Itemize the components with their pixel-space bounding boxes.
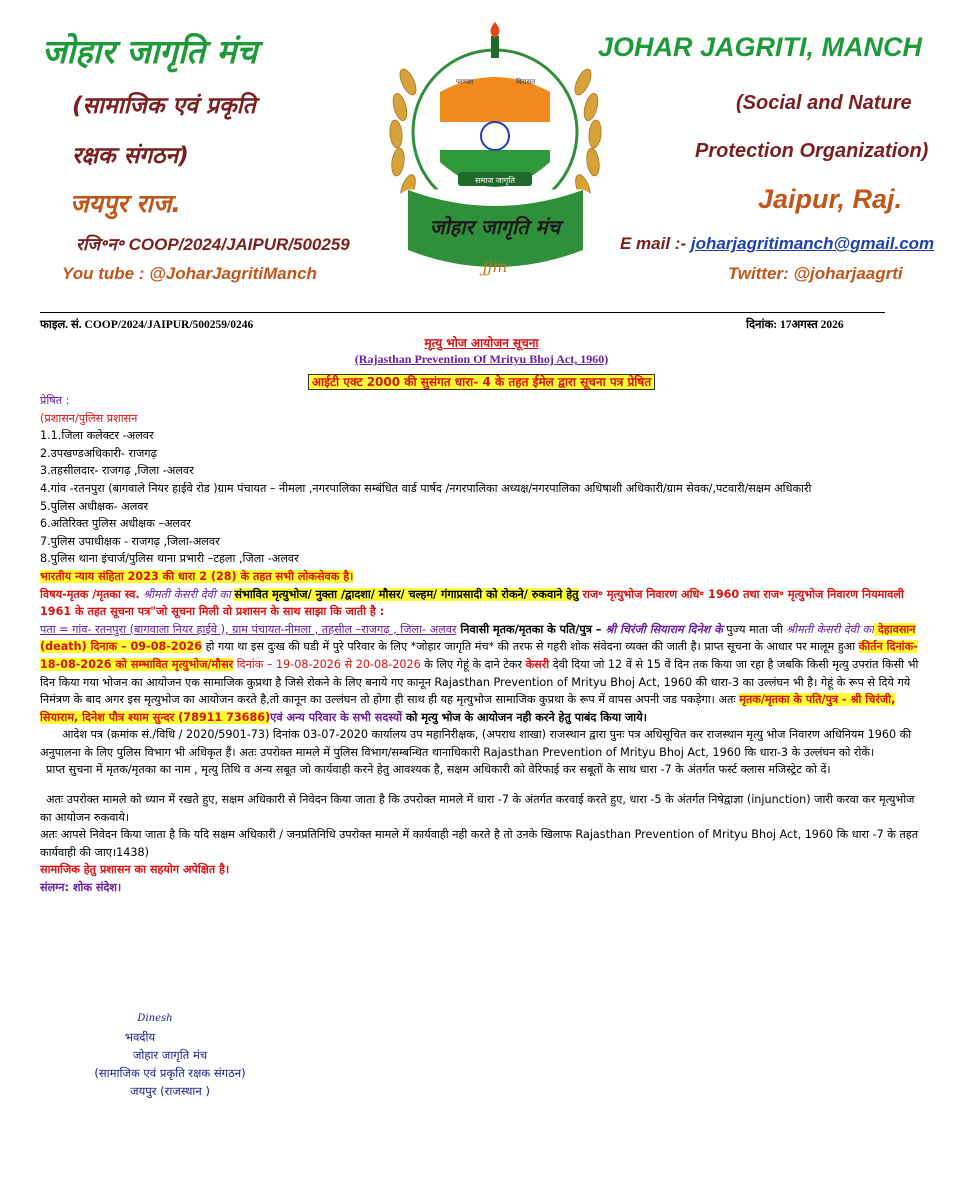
- logo-top-right-text: विरासत: [516, 78, 536, 86]
- org-title-hindi: जोहार जागृति मंच: [42, 32, 258, 71]
- letter-date: दिनांक: 17अगस्त 2026: [746, 319, 844, 331]
- recipient-item: 1.1.जिला कलेक्टर -अलवर: [40, 429, 154, 443]
- header-rule: [40, 312, 885, 313]
- subject-deceased: श्रीमती केसरी देवी का: [139, 587, 235, 601]
- signature-block: [60, 1010, 280, 1100]
- address-deceased: श्रीमती केसरी देवी का: [786, 622, 874, 636]
- youtube-handle[interactable]: You tube : @JoharJagritiManch: [62, 264, 317, 283]
- subject-label: विषय-मृतक /मृतका स्व.: [40, 587, 140, 601]
- signature-org-sub: (सामाजिक एवं प्रकृति रक्षक संगठन): [94, 1066, 246, 1080]
- address-sons: श्री चिरंजी सियाराम दिनेश के: [605, 622, 723, 636]
- twitter-handle[interactable]: Twitter: @joharjaagrti: [728, 264, 903, 283]
- logo-top-left-text: परम्परा: [456, 78, 474, 86]
- email-link[interactable]: joharjagritimanch@gmail.com: [690, 234, 935, 253]
- signature-scribble: Dinesh: [137, 1013, 173, 1024]
- subject-paragraph: [40, 586, 925, 621]
- death-date: देहावसान (death) दिनाक – 09-08-2026: [40, 622, 916, 654]
- org-subtitle-english-2: Protection Organization): [695, 140, 929, 162]
- law-text: देवी दिया जो 12 वें से 15 वें दिन तक किया जा रहा है जबकि किसी मृत्यु उपरांत किसी भी दिन किया गया भोजन का आयोजन एक सामाजिक कुप्रथा है जिसे रोकने के लिए बनाये गए कानून Rajasthan Prevention of Mrityu Bhoj Act, 1960 की धारा-3 का उल्लंघन भी है। गेहूं के रूप से दिये गये निमंत्रण के बाद अगर इस मृत्युभोज का आयोजन करते है,तो कानून का उल्लंघन तो होगा ही साथ ही यह मृत्युभोज सामाजिक कुप्रथा के रूप में वापस अपनी जड पकड़ेगा। अतः: [40, 657, 919, 707]
- recipient-item: 3.तहसीलदार- राजगढ़ ,जिला -अलवर: [40, 464, 194, 478]
- org-city-english: Jaipur, Raj.: [758, 184, 903, 214]
- signature-org: जोहार जागृति मंच: [132, 1048, 208, 1062]
- subject-text: संभावित मृत्युभोज/ नुक्ता /द्वादशा/ मौसर/ चल्हम/ गंगाप्रसादी को रोकने/ रुकवाने हेतु: [234, 587, 579, 601]
- attachment-line: संलग्न: शोक संदेश।: [40, 881, 122, 895]
- it-act-line: आईटी एक्ट 2000 की सुसंगत धारा- 4 के तहत ईमेल द्वारा सूचना पत्र प्रेषित: [308, 374, 655, 390]
- order-paragraph: आदेश पत्र (क्रमांक सं./विधि / 2020/5901-73) दिनांक 03-07-2020 कार्यालय उप महानिरीक्षक, (अपराध शाखा) राजस्थान द्वारा पुनः पत्र अधिसूचित कर राजस्थान मृत्यु भोज निवारण अधिनियम 1960 की अनुपालना के लिए पुलिस विभाग भी अधिकृत हैं। अतः उपरोक्त मामले में पुलिस विभाग/सम्बन्धित थानाधिकारी Rajasthan Prevention of Mrityu Bhoj Act, 1960 कि धारा-3 के उल्लंघन को रोकें।: [40, 728, 912, 759]
- registration-number: रजि॰न॰ COOP/2024/JAIPUR/500259: [76, 235, 350, 254]
- file-number: फाइल. सं. COOP/2024/JAIPUR/500259/0246: [40, 319, 254, 331]
- it-act-line-wrap: [0, 371, 963, 390]
- logo-ribbon-text: जोहार जागृति मंच: [429, 215, 561, 239]
- org-subtitle-hindi-1: (सामाजिक एवं प्रकृति: [72, 93, 256, 119]
- invite-text: के लिए गेहूं के दाने टेकर: [420, 657, 526, 671]
- org-subtitle-hindi-2: रक्षक संगठन): [72, 143, 189, 169]
- address-mother: पुज्य माता जी: [722, 622, 787, 636]
- org-subtitle-english-1: (Social and Nature: [736, 92, 912, 114]
- recipients-group: (प्रशासन/पुलिस प्रशासन: [40, 411, 138, 425]
- email-label: E mail :-: [620, 234, 691, 253]
- address-resident: निवासी मृतक/मृतका के पति/पुत्र –: [456, 622, 606, 636]
- email-line: [620, 234, 934, 254]
- signature-city: जयपुर (राजस्थान ): [130, 1084, 210, 1098]
- subject-act: राज॰ मृत्युभोज निवारण अधि॰ 1960 तथा राज॰ मृत्युभोज निवारण नियमावली 1961 के तहत सूचना पत्र"जो सूचना मिली वो प्रशासन के साथ साझा कि जाती है :: [40, 587, 904, 619]
- request-paragraph: अतः उपरोक्त मामले को ध्यान में रखते हुए, सक्षम अधिकारी से निवेदन किया जाता है कि उपरोक्त मामले में धारा -7 के अंतर्गत करवाई करते हुए, धारा -5 के अंतर्गत निषेद्वाज्ञा (injunction) जारी करवा कर मृत्युभोज का आयोजन रुकवाये।: [40, 793, 915, 824]
- recipient-item: 2.उपखण्डअधिकारी- राजगढ़: [40, 446, 157, 460]
- family-names: मृतक/मृतका के पति/पुत्र - श्री चिरंजी, सियाराम, दिनेश पौत्र श्याम सुन्दर (78911 73686): [40, 693, 896, 724]
- bhoj-dates: दिनांक – 19-08-2026 से 20-08-2026: [233, 657, 421, 671]
- recipient-item: 6.अतिरिक्त पुलिस अधीक्षक –अलवर: [40, 517, 191, 531]
- letter-body: [40, 392, 925, 897]
- logo-jjm-text: jjm: [482, 257, 508, 276]
- address-paragraph: [40, 621, 925, 727]
- recipient-item: 7.पुलिस उपाधीक्षक - राजगढ़ ,जिला-अलवर: [40, 534, 220, 548]
- kirtan-date: कीर्तन दिनांक- 18-08-2026 को सम्भावित मृत्युभोज/मौसर: [40, 640, 918, 671]
- org-logo: [378, 22, 613, 294]
- org-city-hindi: जयपुर राज.: [70, 189, 181, 218]
- bound-text: को मृत्यु भोज के आयोजन नही करने हेतु पाबंद किया जाये।: [402, 710, 647, 724]
- logo-inner-text: समाज जागृति: [475, 176, 515, 185]
- bns-line: भारतीय न्याय संहिता 2023 की धारा 2 (28) के तहत सभी लोकसेवक है।: [40, 569, 354, 583]
- action-paragraph: अतः आपसे निवेदन किया जाता है कि यदि सक्षम अधिकारी / जनप्रतिनिधि उपरोक्त मामले में कार्यवाही नही करते है तो उनके खिलाफ Rajasthan Prevention of Mrityu Bhoj Act, 1960 कि धारा -7 के तहत कार्यवाही की जाए।1438): [40, 828, 919, 859]
- evidence-paragraph: प्राप्त सुचना में मृतक/मृतका का नाम , मृत्यु तिथि व अन्य सबूत जो कार्यवाही करने हेतु आवश्यक है, सक्षम अधिकारी को वेरिफाई कर सबूतों के साथ धारा -7 के अंतर्गत फर्स्ट क्लास मजिस्ट्रेट को दें।: [46, 763, 831, 777]
- recipient-item: 4.गांव -रतनपुरा (बागवाले नियर हाईवे रोड )ग्राम पंचायत – नीमला ,नगरपालिका सम्बंधित वार्ड पार्षद /नगरपालिका अध्यक्ष/नगरपालिका अधिषाशी अधिकारी/ग्राम सेवक/,पटवारी/सक्षम अधिकारी: [40, 481, 812, 495]
- act-title: (Rajasthan Prevention Of Mrityu Bhoj Act, 1960): [354, 352, 609, 366]
- notice-title: मृत्यु भोज आयोजन सूचना: [424, 336, 539, 350]
- org-title-english: JOHAR JAGRITI, MANCH: [598, 32, 923, 62]
- kesari-name: केसरी: [525, 657, 550, 671]
- address-text: पता = गांव- रतनपुरा (बागवाला नियर हाईवे ), ग्राम पंचायत-नीमला , तहसील –राजगढ़ , जिला- अलवर: [40, 622, 457, 636]
- cooperation-line: सामाजिक हेतु प्रशासन का सहयोग अपेक्षित है।: [40, 863, 230, 877]
- signature-regards: भवदीय: [124, 1030, 156, 1044]
- condolence-text: हो गया था इस दुःख की घडी में पुरे परिवार के लिए *जोहार जागृति मंच* की तरफ से गहरी शोक संवेदना व्यक्त की जाती है। प्राप्त सूचना के आधार पर मालूम हुआ: [202, 640, 859, 654]
- recipient-item: 8.पुलिस थाना इंचार्ज/पुलिस थाना प्रभारी –टहला ,जिला -अलवर: [40, 552, 299, 566]
- recipient-item: 5.पुलिस अधीक्षक- अलवर: [40, 499, 149, 513]
- recipients-label: प्रेषित :: [40, 394, 70, 407]
- family-members: एवं अन्य परिवार के सभी सदस्यों: [270, 710, 403, 724]
